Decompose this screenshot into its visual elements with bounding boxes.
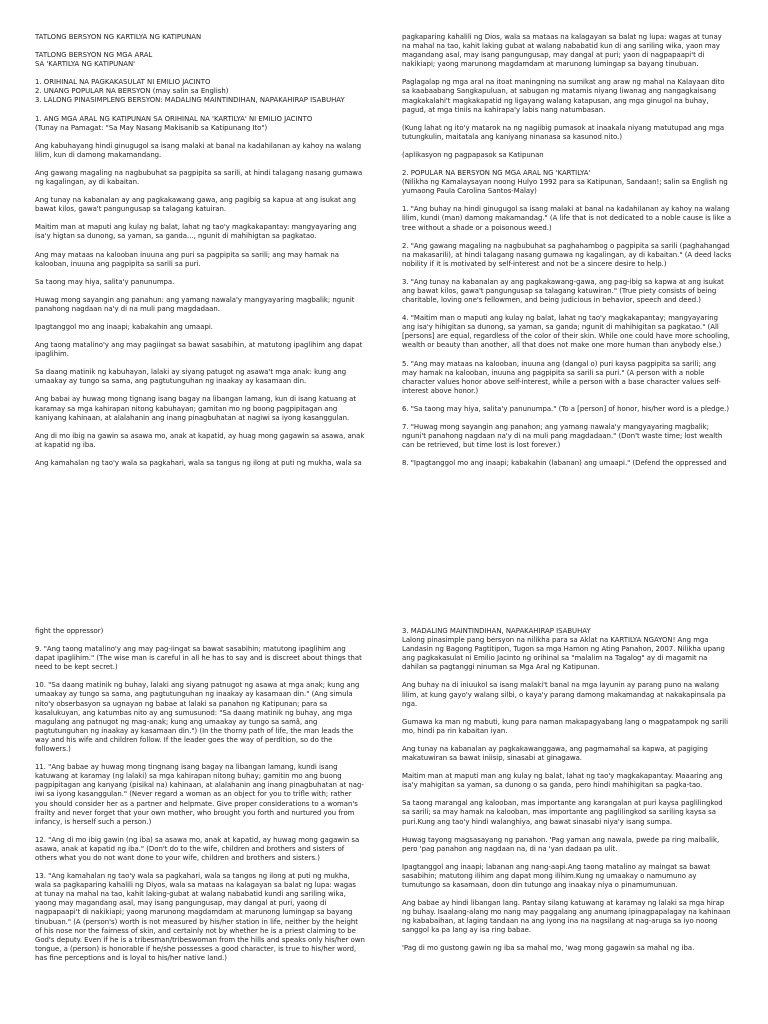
paragraph: 7. "Huwag mong sayangin ang panahon; ang yamang nawala'y mangyayaring magbalik; nguni't panahong nagdaan na'y di na muli pang magdadaan." (Don't waste time; lost wealth can be retrieved, but time lost is lost forever.): [402, 423, 723, 450]
paragraph: 1. ORIHINAL NA PAGKAKASULAT NI EMILIO JACINTO 2. UNANG POPULAR NA BERSYON (may salin sa English) 3. LALONG PINASIMPLENG BERSYON: MADALING MAINTINDIHAN, NAPAKAHIRAP ISABUHAY: [35, 78, 345, 105]
paragraph: Ipagtanggol ang inaapi; labanan ang nang-aapi.Ang taong matalino ay maingat sa bawat sasabihin; matutong ilihim ang dapat mong ilihim.Kung ng umaakay o namumuno ay tumutungo sa kasamaan, doon din tutungo ang inaakay niya o pinamumunuan.: [402, 862, 711, 889]
paragraph: pagkaparing kahalili ng Dios, wala sa mataas na kalagayan sa balat ng lupa: wagas at tunay na mahal na tao, kahit laking gubat at walang nababatid kun di ang sariling wika, yaon may magandang asal, may isang pangungusap, may dangal at puri; yaon di nagpapaapi't di nakikiapi; yaong marunong magdamdam at marunong lumingap sa bayang tinubuan.: [402, 33, 722, 69]
paragraph: Ang babai ay huwag mong tignang isang bagay na libangan lamang, kun di isang katuang at karamay sa mga kahirapan nitong kabuhayan; gamitan mo ng boong pagpipitagan ang kaniyang kahinaan, at alalahanin ang inang pinagbuhatan at nagiwi sa iyong kasanggulan.: [35, 395, 357, 422]
paragraph: 1. "Ang buhay na hindi ginugugol sa isang malaki at banal na kadahilanan ay kahoy na walang lilim, kundi (man) damong makamandag." (A life that is not dedicated to a noble cause is like a tree without a shade or a poisonous weed.): [402, 205, 732, 232]
paragraph: Sa daang matinik ng kabuhayan, lalaki ay siyang patugot ng asawa't mga anak: kung ang umaakay ay tungo sa sama, ang pagtutunguhan ng inaakay ay kasamaan din.: [35, 368, 347, 386]
paragraph: Sa taong marangal ang kalooban, mas importante ang karangalan at puri kaysa paglilingkod sa sarili; sa may hamak na kalooban, mas importante ang paglilingkod sa sariling kaysa sa puri.Kung ang tao'y hindi walanghiya, ang bawat sinasabi niya'y isang sumpa.: [402, 799, 723, 826]
paragraph: 6. "Sa taong may hiya, salita'y panunumpa." (To a [person] of honor, his/her word is a pledge.): [402, 404, 730, 413]
paragraph: 11. "Ang babae ay huwag mong tingnang isang bagay na libangan lamang, kundi isang katuwang at karamay (ng lalaki) sa mga kahirapan nitong buhay; gamitin mo ang buong pagpipitagan ang kanyang (pisikal na) kahinaan, at alalahanin ang inang pinagbuhatan at nag-iwi sa iyong kasanggulan." (Never regard a woman as an object for you to trifle with; rather you should consider her as a partner and helpmate. Give proper considerations to a woman's frailty and never forget that your own mother, who brought you forth and nurtured you from infancy, is herself such a person.): [35, 763, 364, 826]
paragraph: TATLONG BERSYON NG MGA ARAL SA 'KARTILYA NG KATIPUNAN': [35, 51, 153, 69]
paragraph: Ang kamahalan ng tao'y wala sa pagkahari, wala sa tangus ng ilong at puti ng mukha, wala sa: [35, 458, 362, 467]
paragraph: Huwag mong sayangin ang panahun: ang yamang nawala'y mangyayaring magbalik; ngunit panahong nagdaan na'y di na muli pang magdadaan.: [35, 295, 355, 313]
page1-right-column: [402, 33, 732, 477]
paragraph: 5. "Ang may mataas na kalooban, inuuna ang (dangal o) puri kaysa pagpipita sa sarili; ang may hamak na kalooban, inuuna ang pagpipita sa sarili sa puri." (A person with a noble character values honor above self-interest, while a person with a base character values self-interest above honor.): [402, 359, 721, 395]
page1-left-column: [35, 33, 365, 477]
paragraph: Maitim man at maputi man ang kulay ng balat, lahat ng tao'y magkakapantay. Maaaring ang isa'y mahigitan sa yaman, sa dunong o sa ganda, pero hindi mahihigitan sa pagka-tao.: [402, 772, 723, 790]
paragraph: 9. "Ang taong matalino'y ang may pag-iingat sa bawat sasabihin; matutong ipaglihim ang dapat ipaglihim." (The wise man is careful in all he has to say and is discreet about things that need to be kept secret.): [35, 645, 362, 672]
paragraph: Ipagtanggol mo ang inaapi; kabakahin ang umaapi.: [35, 322, 213, 331]
paragraph: 2. "Ang gawang magaling na nagbubuhat sa paghahambog o pagpipita sa sarili (paghahangad na makasarili), at hindi talagang nasang gumawa ng kagalingan, ay di kabaitan." (A deed lacks nobility if it is motivated by self-interest and not be a sincere desire to help.): [402, 241, 732, 268]
paragraph: 12. "Ang di mo ibig gawin (ng iba) sa asawa mo, anak at kapatid, ay huwag mong gagawin sa asawa, anak at kapatid ng iba." (Don't do to the wife, children and brothers and sisters of others what you do not want done to your wife, children and brothers and sisters.): [35, 835, 360, 862]
paragraph: 2. POPULAR NA BERSYON NG MGA ARAL NG 'KARTILYA' (Nilikha ng Kamalaysayan noong Hulyo 1992 para sa Katipunan, Sandaan!; salin sa English ng yumaong Paula Carolina Santos-Malay): [402, 169, 728, 196]
paragraph: Ang may mataas na kalooban inuuna ang puri sa pagpipita sa sarili; ang may hamak na kalooban, inuuna ang pagpipita sa sarili sa puri.: [35, 250, 339, 268]
paragraph: 4. "Maitim man o maputi ang kulay ng balat, lahat ng tao'y magkakapantay; mangyayaring ang isa'y hihigitan sa dunong, sa yaman, sa ganda; ngunit di mahihigitan sa pagkatao." (All [persons] are equal, regardless of the color of their skin. While one could have more schooling, wealth or beauty than another, all that does not make one more human than anybody else.): [402, 314, 730, 350]
paragraph: Ang babae ay hindi libangan lang. Pantay silang katuwang at karamay ng lalaki sa mga hirap ng buhay. Isaalang-alang mo nang may paggalang ang anumang ipinagpapalagay na kahinaan ng kababaihan, at laging tandaan na ang iyong ina na nagsilang at nag-aruga sa iyo noong sanggol ka pa lang ay isa ring babae.: [402, 899, 731, 935]
paragraph: 3. MADALING MAINTINDIHAN, NAPAKAHIRAP ISABUHAY Lalong pinasimple pang bersyon na nilikha para sa Aklat na KARTILYA NGAYON! Ang mga Landasin ng Bagong Pagtitipon, Tugon sa mga Hamon ng Ating Panahon, 2007. Nilikha upang ang pagkakasulat ni Emilio Jacinto ng orihinal sa "malalim na Tagalog" ay di magamit na dahilan sa pagtanggi ninuman sa Mga Aral ng Katipunan.: [402, 627, 725, 672]
paragraph: 3. "Ang tunay na kabanalan ay ang pagkakawang-gawa, ang pag-ibig sa kapwa at ang isukat ang bawat kilos, gawa't pangungusap sa talagang katuwiran." (True piety consists of being charitable, loving one's fellowmen, and being judicious in behavior, speech and deed.): [402, 277, 724, 305]
paragraph: Ang buhay na di iniuukol sa isang malaki't banal na mga layunin ay parang puno na walang lilim, at kung gayo'y walang silbi, o kaya'y parang damong makamandag at nakakapinsala pa nga.: [402, 681, 726, 708]
paragraph: 1. ANG MGA ARAL NG KATIPUNAN SA ORIHINAL NA 'KARTILYA' NI EMILIO JACINTO (Tunay na Pamagat: "Sa May Nasang Makisanib sa Katipunang Ito"): [35, 114, 313, 132]
paragraph: Ang kabuhayang hindi ginugugol sa isang malaki at banal na kadahilanan ay kahoy na walang lilim, kun di damong makamandang.: [35, 141, 362, 159]
paragraph: Maitim man at maputi ang kulay ng balat, lahat ng tao'y magkakapantay: mangyayaring ang isa'y higtan sa dunong, sa yaman, sa ganda..., ngunit di mahihigtan sa pagkatao.: [35, 223, 357, 241]
paragraph: Sa taong may hiya, salita'y panunumpa.: [35, 277, 175, 286]
paragraph: 13. "Ang kamahalan ng tao'y wala sa pagkahari, wala sa tangos ng ilong at puti ng mukha, wala sa pagkaparing kahalili ng Diyos, wala sa mataas na kalagayan sa balat ng lupa: wagas at tunay na mahal na tao, kahit laking-gubat at walang nababatid kundi ang sariling wika, yaong may magandang asal, may isang pangungusap, may dangal at puri, yaong di nagpapaapi't di nakikiapi; yaong marunong magdamdam at marunong lumingap sa bayang tinubuan." (A (person's) worth is not measured by his/her station in life, neither by the height of his nose nor the fairness of skin, and certainly not by whether he is a priest claiming to be God's deputy. Even if he is a tribesman/tribeswoman from the hills and speaks only his/her own tongue, a (person) is honorable if he/she possesses a good character, is true to his/her word, has fine perceptions and is loyal to his/her native land.): [35, 872, 365, 962]
page2-left-column: [35, 627, 365, 972]
paragraph: Paglagalap ng mga aral na itoat maningning na sumikat ang araw ng mahal na Kalayaan dito sa kaabaabang Sangkapuluan, at sabugan ng matamis niyang liwanag ang nangagkaisang magkakalahi't magkakapatid ng ligayang walang katapusan, ang mga ginugol na buhay, pagud, at mga tiniis na kahirapa'y labis nang natumbasan.: [402, 78, 725, 114]
paragraph: (Kung lahat ng ito'y matarok na ng nagiibig pumasok at inaakala niyang matutupad ang mga tutungkulin, maitatala ang kaniyang ninanasa sa kasunod nito.): [402, 123, 725, 141]
paragraph: Gumawa ka man ng mabuti, kung para naman makapagyabang lang o magpatampok ng sarili mo, hindi pa rin kabaitan iyan.: [402, 717, 729, 735]
paragraph: TATLONG BERSYON NG KARTILYA NG KATIPUNAN: [35, 33, 202, 41]
paragraph: 8. "Ipagtanggol mo ang inaapi; kabakahin (labanan) ang umaapi." (Defend the oppressed and: [402, 459, 727, 468]
paragraph: 10. "Sa daang matinik ng buhay, lalaki ang siyang patnugot ng asawa at mga anak; kung ang umaakay ay tungo sa sama, ang pagtutunguhan ng inaakay ay kasamaan din." (Ang simula nito'y obserbasyon sa ugnayan ng babae at lalaki sa panahon ng Katipunan; para sa kasalukuyan, ang katumbas nito ay ang sumusunod: "Sa daang matinik ng buhay, ang mga magulang ang patnugot ng mag-anak; kung ang umaakay ay tungo sa samâ, ang pagtutunguhan ng inaakay ay kasamaan din.") (In the thorny path of life, the man leads the way and his wife and children follow. If the leader goes the way of perdition, so do the followers.): [35, 681, 360, 754]
paragraph: Huwag tayong magsasayang ng panahon. 'Pag yaman ang nawala, pwede pa ring maibalik, pero 'pag panahon ang nagdaan na, di na 'yan dadaan pa ulit.: [402, 835, 720, 853]
paragraph: Ang gawang magaling na nagbubuhat sa pagpipita sa sarili, at hindi talagang nasang gumawa ng kagalingan, ay di kabaitan.: [35, 168, 363, 187]
paragraph: fight the oppressor): [35, 627, 104, 635]
page2-right-column: [402, 627, 732, 963]
paragraph: Ang tunay na kabanalan ay ang pagkakawang gawa, ang pagibig sa kapua at ang isukat ang bawat kilos, gawa't pangungusap sa talagang katuiran.: [35, 196, 356, 214]
paragraph: 'Pag di mo gustong gawin ng iba sa mahal mo, 'wag mong gagawin sa mahal ng iba.: [402, 944, 695, 953]
paragraph: Ang taong matalino'y ang may pagiingat sa bawat sasabihin, at matutong ipaglihim ang dapat ipaglihim.: [35, 341, 363, 359]
paragraph: Ang tunay na kabanalan ay pagkakawanggawa, ang pagmamahal sa kapwa, at pagiging makatuwiran sa bawat iniisip, sinasabi at ginagawa.: [402, 744, 708, 763]
paragraph: Ang di mo ibig na gawin sa asawa mo, anak at kapatid, ay huag mong gagawin sa asawa, anak at kapatid ng iba.: [35, 431, 365, 449]
paragraph: (aplikasyon ng pagpapasok sa Katipunan: [402, 150, 544, 159]
